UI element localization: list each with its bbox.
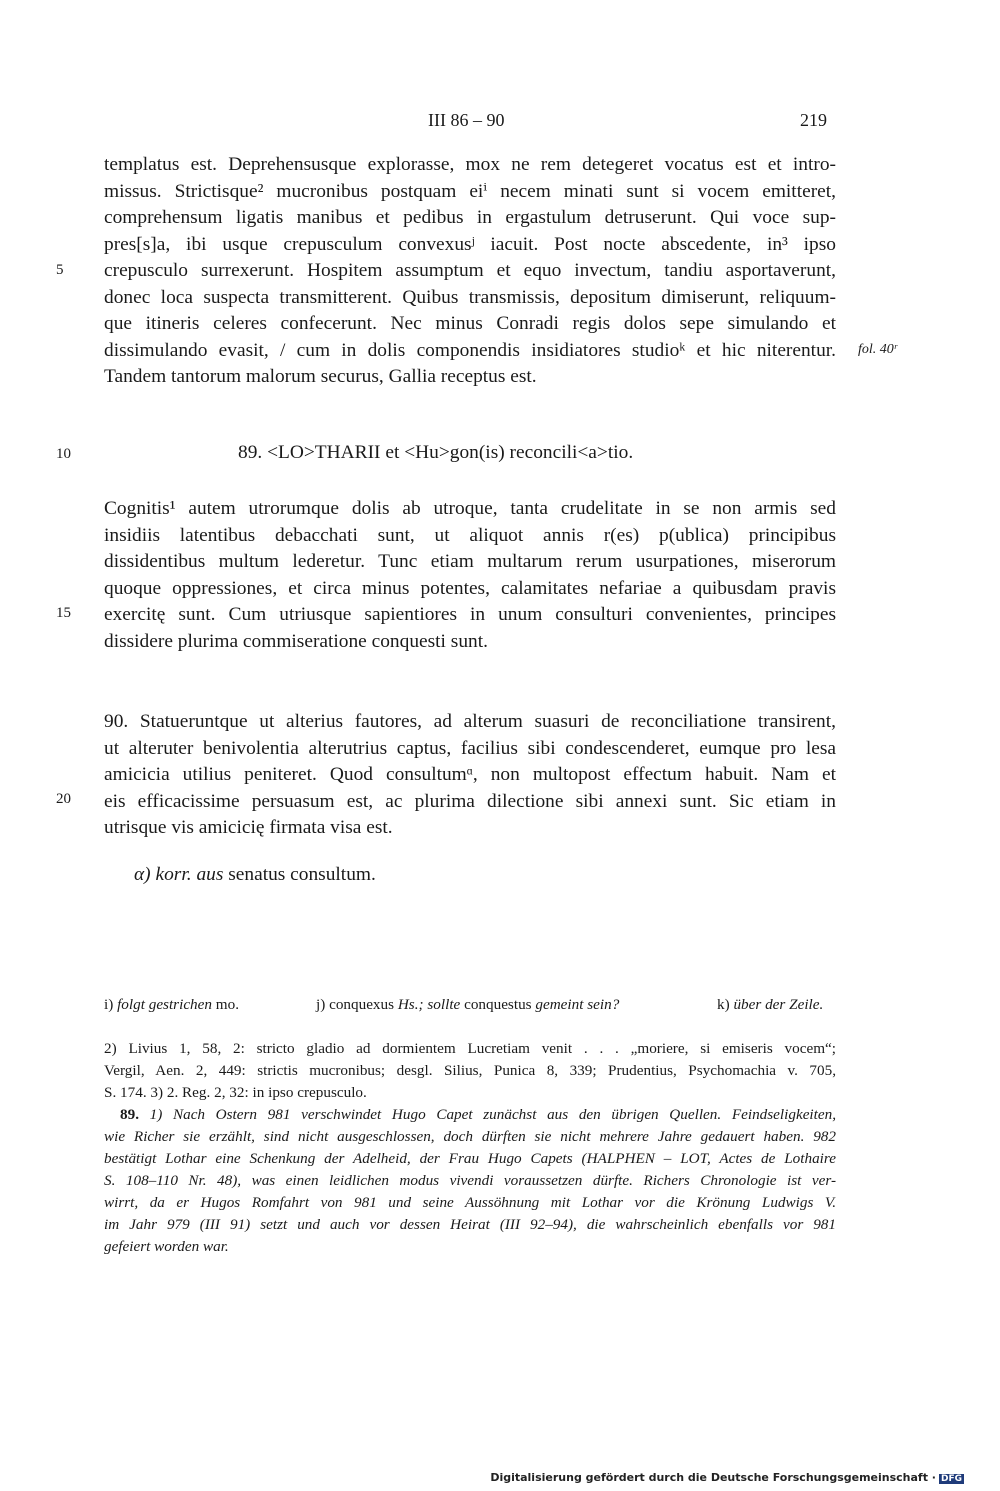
apparatus-k <box>717 996 823 1014</box>
dfg-credit <box>490 1471 964 1484</box>
apparatus-text: mo. <box>215 996 240 1013</box>
footnote-line: 2) Livius 1, 58, 2: stricto gladio ad dormientem Lucretiam venit . . . „moriere, si emiseris vocem“; <box>104 1040 836 1057</box>
running-title: III 86 – 90 <box>428 110 505 130</box>
footnote-line: wie Richer sie erzählt, sind nicht ausgeschlossen, doch dürften sie nicht mehrere Jahre gedauert haben. 982 <box>104 1128 836 1145</box>
note-italic: korr. aus <box>155 864 224 885</box>
line-number: 5 <box>56 262 64 278</box>
text-line: ut alteruter benivolentia alterutrius captus, facilius sibi condescenderet, eumque pro lesa <box>104 737 836 759</box>
line-number: 10 <box>56 446 71 462</box>
line-number: 20 <box>56 791 71 807</box>
text-line: eis efficacissime persuasum est, ac plurima dilectione sibi annexi sunt. Sic etiam in <box>104 790 836 812</box>
footnote-line: S. 174. 3) 2. Reg. 2, 32: in ipso crepusculo. <box>104 1084 367 1101</box>
text-line: amicicia utilius peniteret. Quod consultumᵅ, non multopost effectum habuit. Nam et <box>104 764 836 785</box>
text-line: dissimulando evasit, / cum in dolis componendis insidiatores studioᵏ et hic niterentur. <box>104 339 836 361</box>
paragraph-90 <box>104 709 836 842</box>
footnote-line: im Jahr 979 (III 91) setzt und auch vor dessen Heirat (III 92–94), die wahrscheinlich ebenfalls vor 981 <box>104 1216 836 1233</box>
footnote-line: wirrt, da er Hugos Romfahrt von 981 und seine Aussöhnung mit Lothar vor die Krönung Ludwigs V. <box>104 1194 836 1211</box>
apparatus-text: conquestus <box>464 996 532 1013</box>
footnote-label: 89. <box>120 1106 139 1123</box>
text-line: missus. Strictisque² mucronibus postquam eiⁱ necem minati sunt si vocem emitteret, <box>104 180 836 202</box>
page-number: 219 <box>800 110 827 130</box>
text-line: dissidentibus multum lederetur. Tunc etiam multarum rerum usurpationes, miserorum <box>104 551 836 572</box>
footnote-line: Vergil, Aen. 2, 449: strictis mucronibus; desgl. Silius, Punica 8, 339; Prudentius, Psychomachia v. 705, <box>104 1062 836 1079</box>
paragraph-88-end <box>104 152 836 391</box>
text-line: dissidere plurima commiseratione conquesti sunt. <box>104 630 488 652</box>
text-line: donec loca suspecta transmitterent. Quibus transmissis, depositum dimiserunt, reliquum- <box>104 286 836 308</box>
apparatus-marker: i) <box>104 996 114 1013</box>
text-line: Tandem tantorum malorum securus, Gallia receptus est. <box>104 366 537 387</box>
note-alpha <box>134 864 376 886</box>
dfg-logo: DFG <box>940 1474 962 1484</box>
apparatus-italic: gemeint sein? <box>535 996 620 1013</box>
credit-text: Digitalisierung gefördert durch die Deutsche Forschungsgemeinschaft · <box>490 1471 936 1484</box>
apparatus-text: conquexus <box>329 996 395 1013</box>
footnote-sources <box>104 1038 836 1104</box>
text-line: templatus est. Deprehensusque explorasse, mox ne rem detegeret vocatus est et intro- <box>104 154 836 175</box>
text-line: exercitę sunt. Cum utriusque sapientiores in unum consulturi convenientes, principes <box>104 604 836 625</box>
footnote-line: S. 108–110 Nr. 48), was einen leidlichen modus vivendi voraussetzen dürfte. Richers Chronologie ist ver- <box>104 1172 836 1189</box>
text-line: quoque oppressiones, et circa minus potentes, calamitates nefariae a quibusdam pravis <box>104 577 836 599</box>
apparatus-i <box>104 996 239 1014</box>
text-line: 90. Statueruntque ut alterius fautores, ad alterum suasuri de reconciliatione transirent, <box>104 711 836 732</box>
text-line: Cognitis¹ autem utrorumque dolis ab utroque, tanta crudelitate in se non armis sed <box>104 498 836 519</box>
text-line: que itineris celeres confecerunt. Nec minus Conradi regis dolos sepe simulando et <box>104 313 836 334</box>
paragraph-89 <box>104 496 836 655</box>
text-line: comprehensum ligatis manibus et pedibus in ergastulum detruserunt. Qui voce sup- <box>104 207 836 228</box>
text-line: pres[s]a, ibi usque crepusculum convexusʲ iacuit. Post nocte abscedente, in³ ipso <box>104 233 836 255</box>
footnote-line: gefeiert worden war. <box>104 1238 229 1255</box>
folio-marker: fol. 40ʳ <box>858 342 897 357</box>
apparatus-marker: j) <box>316 996 326 1013</box>
apparatus-j <box>316 996 619 1014</box>
text-line: insidiis latentibus debacchati sunt, ut aliquot annis r(es) p(ublica) principibus <box>104 524 836 546</box>
apparatus-italic: Hs.; sollte <box>397 996 461 1013</box>
footnote-89 <box>104 1104 836 1258</box>
chapter-heading-89: 89. <LO>THARII et <Hu>gon(is) reconcili<a>tio. <box>238 442 634 463</box>
apparatus-italic: über der Zeile. <box>733 996 824 1013</box>
apparatus-marker: k) <box>717 996 730 1013</box>
text-line: crepusculo surrexerunt. Hospitem assumptum et equo invectum, tandiu asportaverunt, <box>104 260 836 281</box>
footnote-line: bestätigt Lothar eine Schenkung der Adelheid, der Frau Hugo Capets (HALPHEN – LOT, Actes de Lothaire <box>104 1150 836 1167</box>
line-number: 15 <box>56 605 71 621</box>
note-text: senatus consultum. <box>228 864 376 885</box>
text-line: utrisque vis amicicię firmata visa est. <box>104 817 393 838</box>
apparatus-italic: folgt gestrichen <box>117 996 212 1013</box>
footnote-line: 89. 1) Nach Ostern 981 verschwindet Hugo Capet zunächst aus den übrigen Quellen. Feindseligkeiten, <box>120 1106 837 1123</box>
note-marker: α) <box>134 864 151 885</box>
